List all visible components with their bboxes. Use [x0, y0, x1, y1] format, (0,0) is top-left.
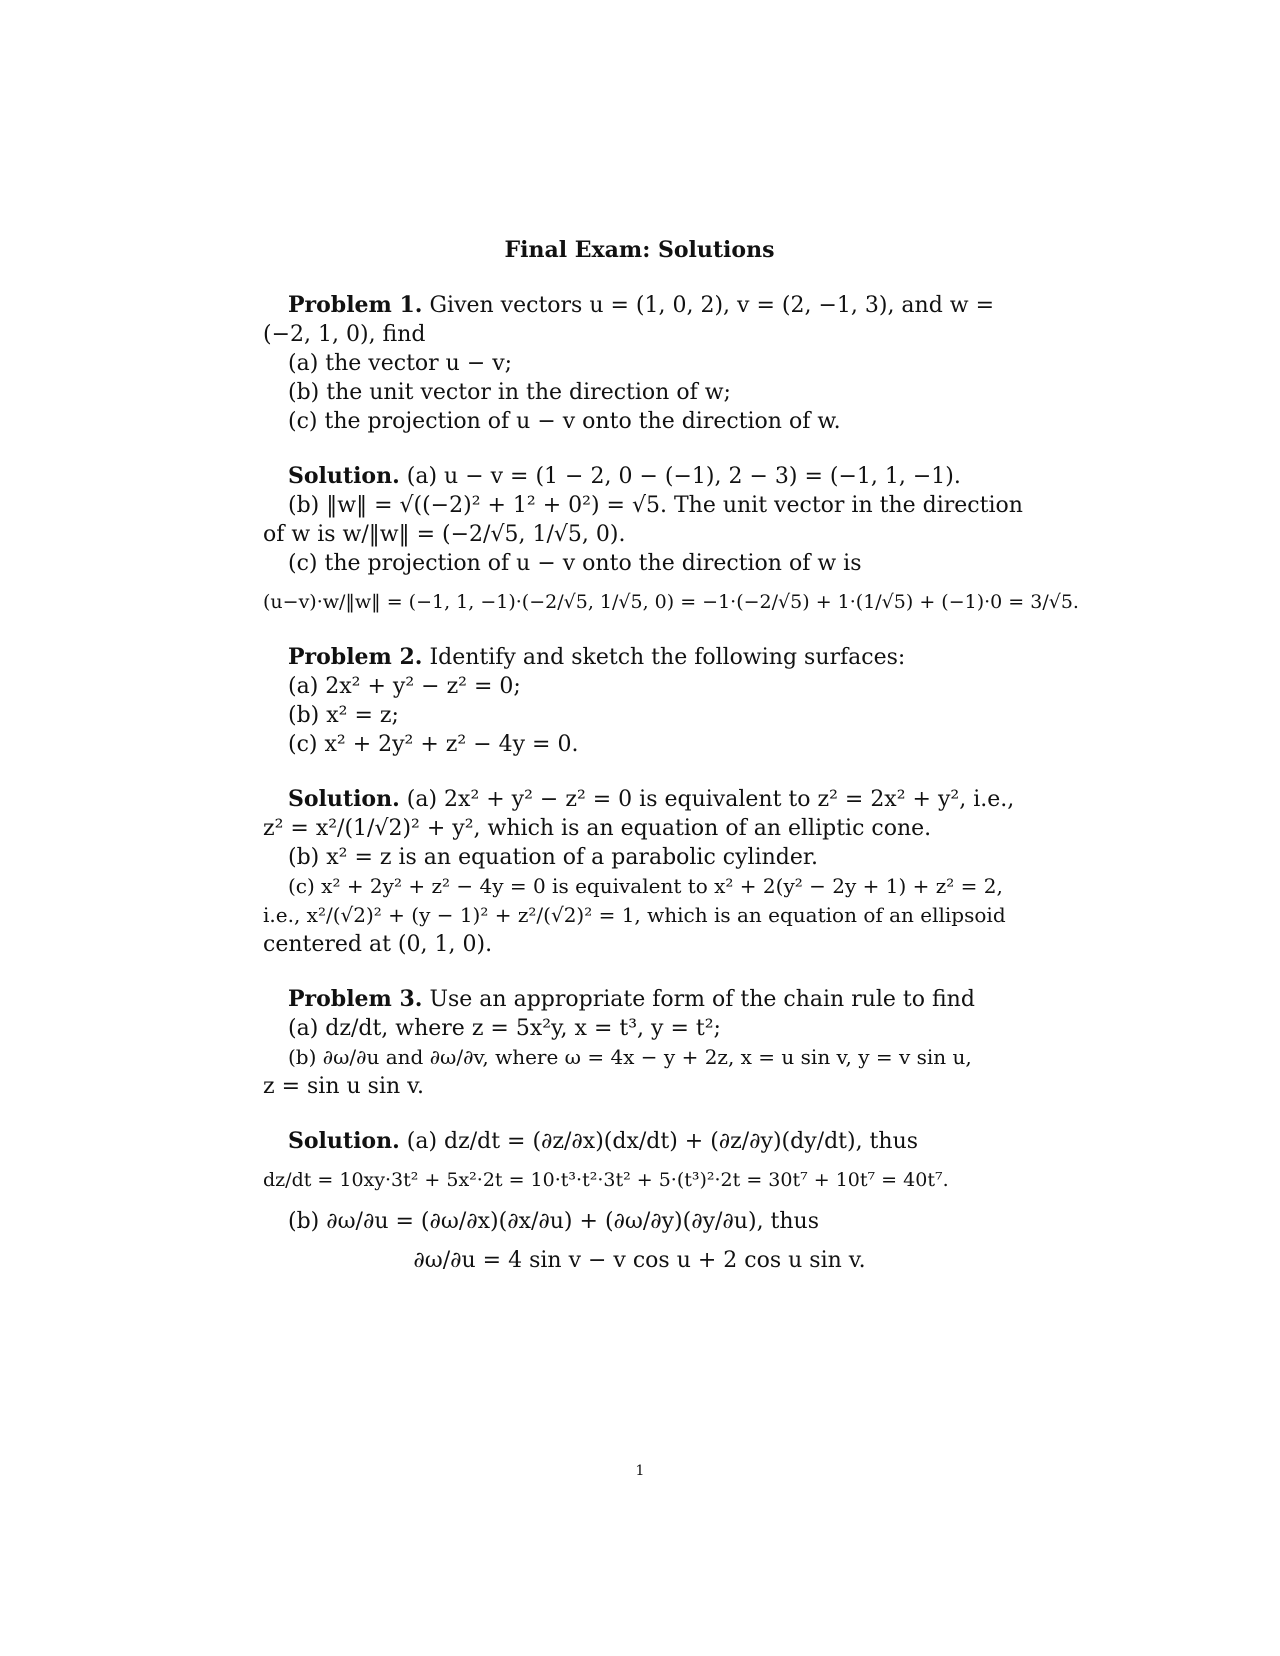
display-equation: (u−v)·w/‖w‖ = (−1, 1, −1)·(−2/√5, 1/√5, 0) = −1·(−2/√5) + 1·(1/√5) + (−1)·0 = 3/√5.: [263, 591, 1079, 613]
problem-label: Problem 1.: [288, 292, 423, 318]
problem-part-a: (a) 2x² + y² − z² = 0;: [288, 674, 521, 699]
problem-text: Given vectors u = (1, 0, 2), v = (2, −1, 3), and w =: [429, 293, 995, 318]
solution-text: centered at (0, 1, 0).: [263, 932, 493, 957]
solution-text: z² = x²/(1/√2)² + y², which is an equation of an elliptic cone.: [263, 816, 932, 841]
display-equation: dz/dt = 10xy·3t² + 5x²·2t = 10·t³·t²·3t² + 5·(t³)²·2t = 30t⁷ + 10t⁷ = 40t⁷.: [263, 1169, 949, 1191]
problem-part-a: (a) dz/dt, where z = 5x²y, x = t³, y = t²;: [288, 1016, 721, 1041]
solution-part-a: (a) dz/dt = (∂z/∂x)(dx/dt) + (∂z/∂y)(dy/dt), thus: [406, 1129, 919, 1154]
page-title: Final Exam: Solutions: [504, 237, 775, 263]
problem-2: [263, 643, 1016, 759]
solution-1: [263, 462, 1079, 617]
solution-2: [263, 785, 1016, 959]
solution-label: Solution.: [288, 463, 400, 489]
problem-text: Identify and sketch the following surfaces:: [429, 645, 906, 670]
problem-label: Problem 2.: [288, 644, 423, 670]
page-number: 1: [635, 1463, 645, 1479]
solution-part-c: (c) the projection of u − v onto the direction of w is: [288, 551, 862, 576]
solution-part-a: (a) 2x² + y² − z² = 0 is equivalent to z² = 2x² + y², i.e.,: [406, 787, 1015, 812]
problem-part-b: (b) ∂ω/∂u and ∂ω/∂v, where ω = 4x − y + 2z, x = u sin v, y = v sin u,: [288, 1045, 972, 1069]
display-equation: ∂ω/∂u = 4 sin v − v cos u + 2 cos u sin v.: [413, 1248, 866, 1273]
problem-1: [263, 291, 1016, 436]
solution-part-b: (b) ∂ω/∂u = (∂ω/∂x)(∂x/∂u) + (∂ω/∂y)(∂y/∂u), thus: [288, 1209, 820, 1234]
solution-part-a: (a) u − v = (1 − 2, 0 − (−1), 2 − 3) = (−1, 1, −1).: [406, 464, 961, 489]
problem-text: z = sin u sin v.: [263, 1074, 424, 1099]
problem-label: Problem 3.: [288, 986, 423, 1012]
solution-part-b: (b) x² = z is an equation of a parabolic cylinder.: [288, 845, 818, 870]
problem-part-c: (c) the projection of u − v onto the direction of w.: [288, 409, 841, 434]
problem-text: Use an appropriate form of the chain rule to find: [429, 987, 975, 1012]
problem-part-a: (a) the vector u − v;: [288, 351, 513, 376]
exam-page: [263, 236, 1079, 1301]
solution-3: [263, 1127, 1016, 1275]
problem-part-c: (c) x² + 2y² + z² − 4y = 0.: [288, 732, 579, 757]
problem-part-b: (b) the unit vector in the direction of w;: [288, 380, 731, 405]
solution-text: i.e., x²/(√2)² + (y − 1)² + z²/(√2)² = 1, which is an equation of an ellipsoid: [263, 903, 1006, 927]
solution-label: Solution.: [288, 786, 400, 812]
solution-text: of w is w/‖w‖ = (−2/√5, 1/√5, 0).: [263, 522, 626, 547]
solution-label: Solution.: [288, 1128, 400, 1154]
problem-text: (−2, 1, 0), find: [263, 322, 426, 347]
solution-part-b: (b) ‖w‖ = √((−2)² + 1² + 0²) = √5. The unit vector in the direction: [288, 493, 1023, 518]
problem-3: [263, 985, 1016, 1101]
solution-part-c: (c) x² + 2y² + z² − 4y = 0 is equivalent to x² + 2(y² − 2y + 1) + z² = 2,: [288, 874, 1003, 898]
problem-part-b: (b) x² = z;: [288, 703, 399, 728]
